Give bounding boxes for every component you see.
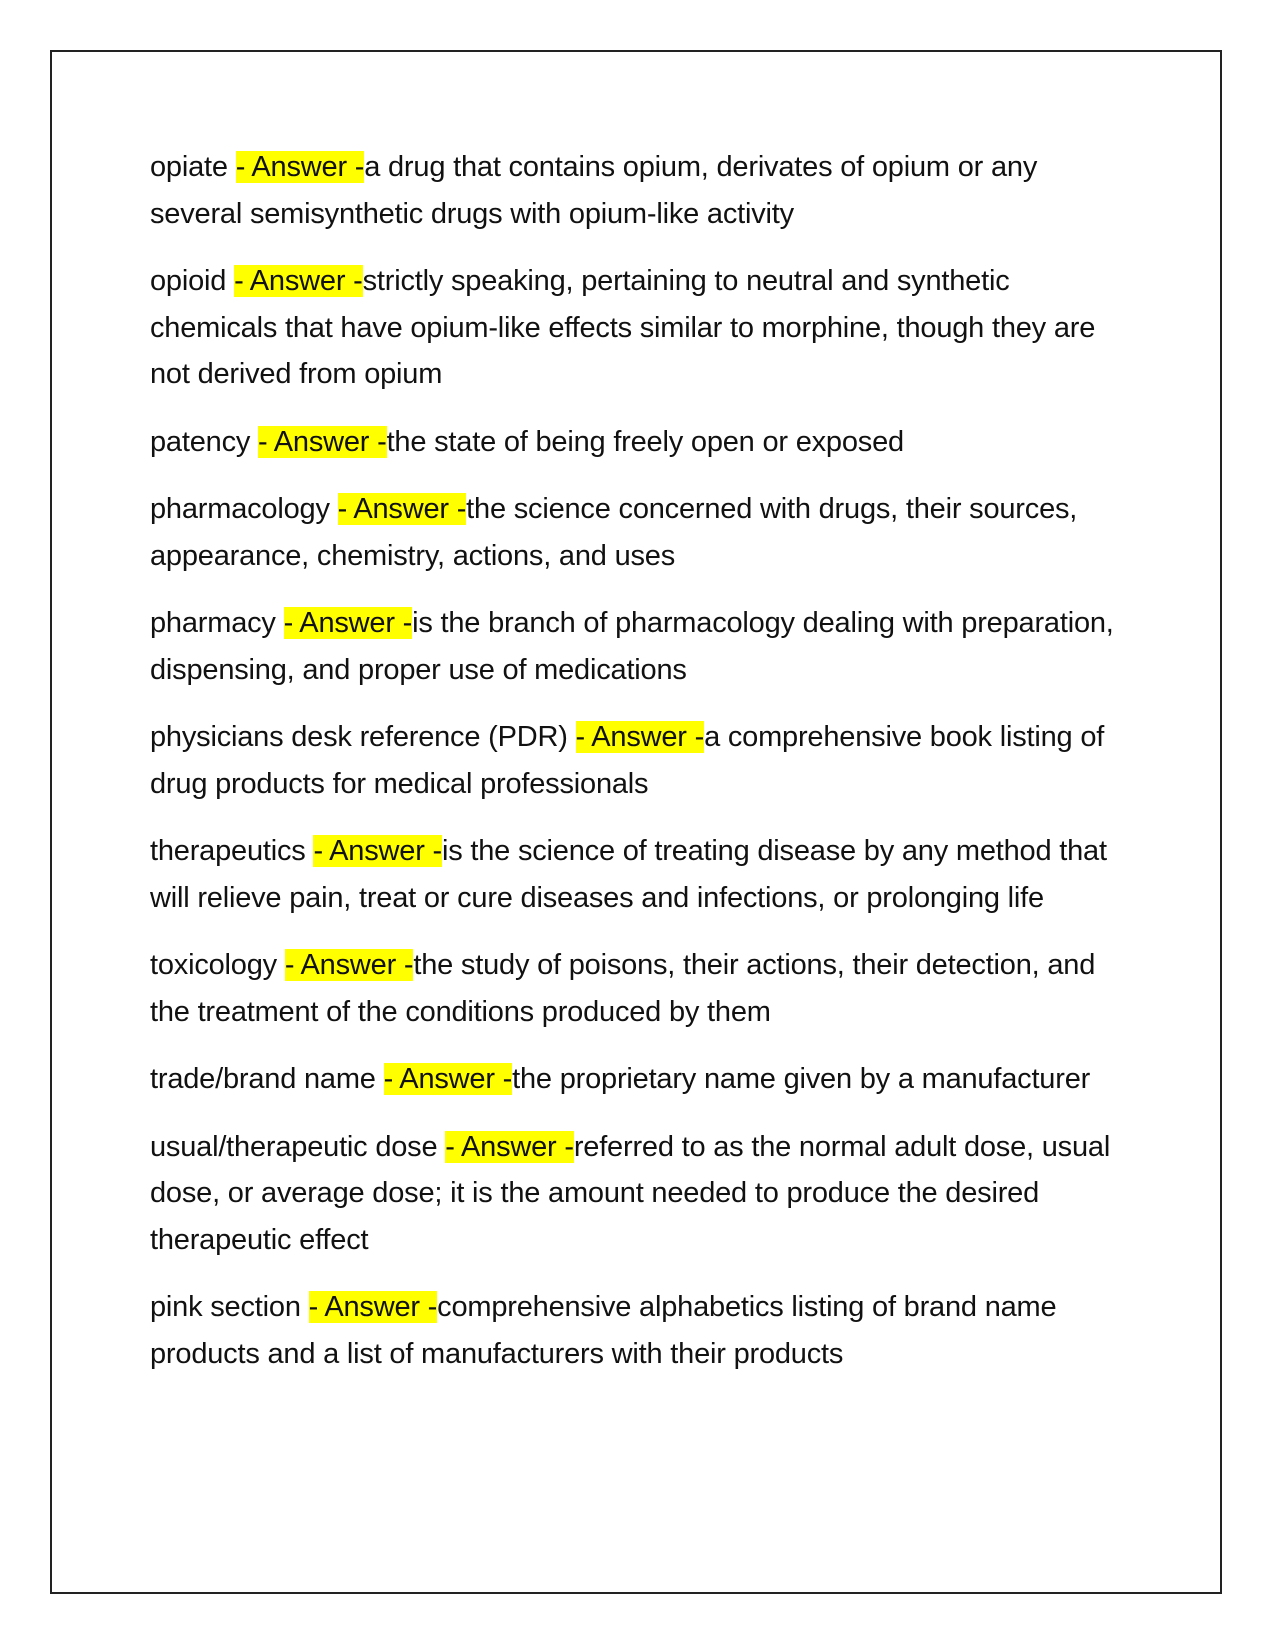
answer-highlight: - Answer - [258,425,387,458]
entry-definition: the science concerned with drugs, their sources, appearance, chemistry, actions, and uses [150,493,1078,572]
entry-term: usual/therapeutic dose [150,1130,438,1163]
entry-term: therapeutics [150,835,306,867]
entry-definition: a drug that contains opium, derivates of opium or any several semisynthetic drugs with opium-like activity [150,151,1038,230]
entry-definition: the state of being freely open or exposed [386,425,904,458]
entry-pharmacology [150,486,1130,579]
entry-term: patency [150,425,251,458]
answer-highlight: - Answer - [575,721,705,753]
entry-term: trade/brand name [150,1063,376,1095]
entry-patency [150,419,1130,466]
entry-definition: a comprehensive book listing of drug products for medical professionals [150,721,1105,800]
entry-definition: is the branch of pharmacology dealing with preparation, dispensing, and proper use of medications [150,607,1114,686]
entry-pharmacy [150,600,1130,693]
entry-opiate [150,144,1130,237]
entry-definition: strictly speaking, pertaining to neutral and synthetic chemicals that have opium-like effects similar to morphine, though they are not derived from opium [150,265,1096,390]
entry-term: pink section [150,1291,301,1323]
entry-opioid [150,258,1130,398]
answer-highlight: - Answer - [283,607,413,639]
answer-highlight: - Answer - [235,151,365,183]
entry-pdr [150,714,1130,807]
answer-highlight: - Answer - [337,493,467,525]
entry-pink-section [150,1284,1130,1377]
entry-trade-brand-name [150,1056,1130,1103]
entry-term: opioid [150,265,227,297]
entry-term: physicians desk reference (PDR) [150,721,568,753]
entry-term: toxicology [150,949,277,981]
answer-highlight: - Answer - [313,835,442,867]
answer-highlight: - Answer - [445,1130,574,1163]
answer-highlight: - Answer - [284,949,414,981]
entry-definition: the proprietary name given by a manufacturer [512,1063,1091,1095]
entry-definition: the study of poisons, their actions, their detection, and the treatment of the conditions produced by them [150,949,1096,1028]
answer-highlight: - Answer - [234,265,363,297]
answer-highlight: - Answer - [383,1063,513,1095]
entry-term: pharmacy [150,607,276,639]
entry-term: opiate [150,151,228,183]
entry-usual-therapeutic-dose [150,1124,1130,1264]
entry-definition: comprehensive alphabetics listing of brand name products and a list of manufacturers with their products [150,1291,1057,1370]
document-body [150,144,1130,1398]
answer-highlight: - Answer - [308,1291,438,1323]
entry-toxicology [150,942,1130,1035]
entry-therapeutics [150,828,1130,921]
entry-term: pharmacology [150,493,330,525]
entry-definition: referred to as the normal adult dose, usual dose, or average dose; it is the amount needed to produce the desired therapeutic effect [150,1130,1111,1256]
entry-definition: is the science of treating disease by any method that will relieve pain, treat or cure diseases and infections, or prolonging life [150,835,1107,914]
